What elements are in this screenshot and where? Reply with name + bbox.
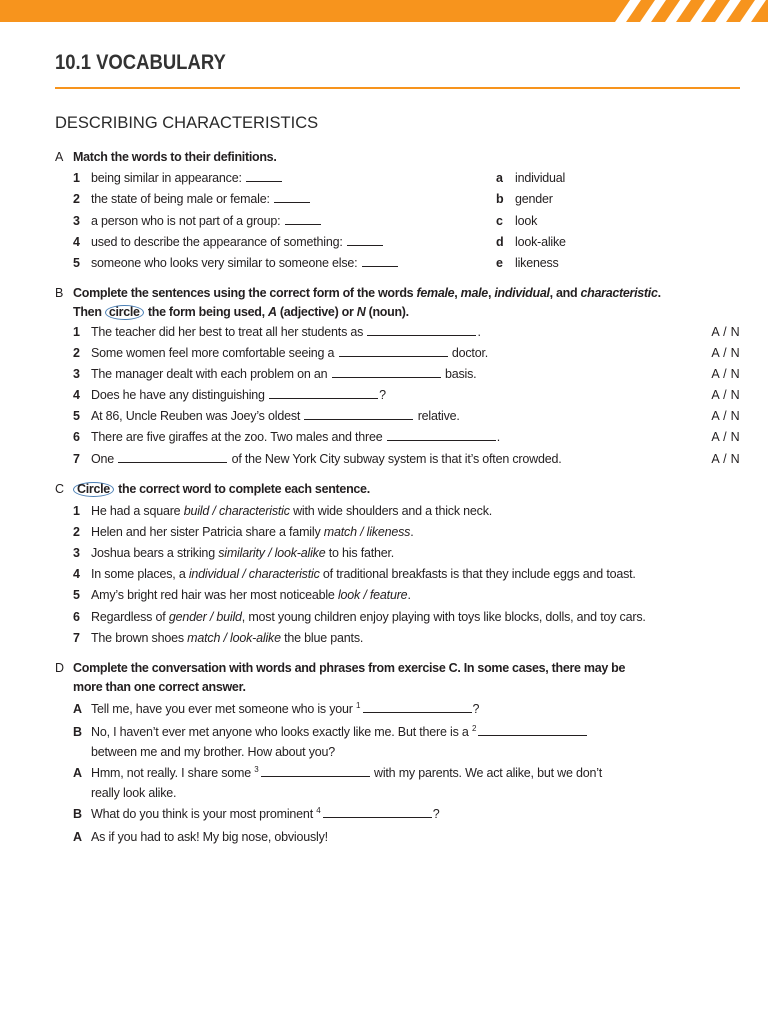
instruction-text: (adjective) or <box>276 304 357 319</box>
word-option: individual <box>515 171 566 186</box>
exercise-c-header <box>0 479 768 500</box>
sentence-start: Some women feel more comfortable seeing a <box>91 345 338 360</box>
definition-text: the state of being male or female: <box>91 192 273 207</box>
sentence-start: Amy’s bright red hair was her most noticeable <box>91 588 338 603</box>
exercise-c-item-3 <box>0 543 768 564</box>
sentence-end: basis. <box>441 366 477 381</box>
answer-choice-a-n: A / N <box>711 451 740 466</box>
exercise-a-header <box>0 147 768 168</box>
exercise-b-item-6 <box>0 427 768 448</box>
sentence <box>91 322 481 343</box>
word-choice-2: feature <box>369 588 408 603</box>
exercise-c-item-6 <box>0 607 768 628</box>
title-divider <box>55 87 740 89</box>
circled-word: Circle <box>73 482 114 497</box>
sentence-end: ? <box>379 388 386 403</box>
word-choice-1: gender <box>168 609 207 624</box>
word-letter: d <box>496 234 504 249</box>
sentence <box>91 543 394 564</box>
exercise-a-row-5 <box>0 253 768 274</box>
answer-blank <box>339 346 448 357</box>
dialogue-line-5 <box>0 828 768 846</box>
speaker-label: B <box>73 806 82 821</box>
word-option: likeness <box>515 255 559 270</box>
item-number: 1 <box>73 503 80 518</box>
exercise-c-item-5 <box>0 585 768 606</box>
definition-text: being similar in appearance: <box>91 171 246 186</box>
instruction-text: , <box>454 285 461 300</box>
choice-separator: / <box>220 630 231 645</box>
exercise-a-row-3 <box>0 211 768 232</box>
exercise-instruction <box>73 303 409 322</box>
instruction-text: , <box>487 285 495 300</box>
instruction-text: . <box>657 285 661 300</box>
exercise-letter: A <box>55 150 64 164</box>
item-number: 4 <box>73 567 80 582</box>
target-word: female <box>416 285 455 300</box>
item-number: 2 <box>73 345 80 360</box>
exercise-b-item-3 <box>0 364 768 385</box>
dialogue-line-1 <box>0 700 768 720</box>
instruction-text: the form being used, <box>144 304 268 319</box>
exercise-c <box>0 479 768 649</box>
sentence-start: In some places, a <box>91 567 189 582</box>
sentence <box>91 585 411 606</box>
exercise-instruction: Match the words to their definitions. <box>73 150 277 164</box>
sentence-end: . <box>477 324 481 339</box>
sentence-start: At 86, Uncle Reuben was Joey’s oldest <box>91 409 304 424</box>
sentence-start: Regardless of <box>91 609 169 624</box>
word-letter: b <box>496 192 504 207</box>
exercise-instruction <box>73 284 661 303</box>
word-choice-2: characteristic <box>218 503 290 518</box>
sentence <box>91 501 492 522</box>
item-number: 3 <box>73 366 80 381</box>
word-choice-2: look-alike <box>274 545 326 560</box>
item-number: 4 <box>73 388 80 403</box>
sentence-end: . <box>496 430 501 445</box>
item-number: 2 <box>73 524 80 539</box>
exercise-a-row-4 <box>0 232 768 253</box>
dialogue-text <box>91 764 768 784</box>
sentence-start: There are five giraffes at the zoo. Two males and three <box>91 430 386 445</box>
instruction-text: the correct word to complete each sentence. <box>114 482 370 497</box>
definition-text: someone who looks very similar to someone else: <box>91 255 361 270</box>
sentence-start: He had a square <box>91 503 184 518</box>
speaker-label: A <box>73 701 82 716</box>
dialogue-text-end: ? <box>472 701 480 716</box>
definition-text: a person who is not part of a group: <box>91 213 284 228</box>
dialogue-continuation: really look alike. <box>91 785 177 800</box>
dialogue-text-start: No, I haven’t ever met anyone who looks exactly like me. But there is a <box>91 724 472 739</box>
circled-word: circle <box>105 305 144 320</box>
definition <box>91 253 399 274</box>
choice-separator: / <box>360 588 370 603</box>
word-option: gender <box>515 192 553 207</box>
exercise-b <box>0 284 768 470</box>
item-number: 7 <box>73 451 80 466</box>
page-title <box>55 49 249 77</box>
word-choice-2: look-alike <box>230 630 281 645</box>
answer-blank <box>246 171 282 182</box>
sentence-start: Helen and her sister Patricia share a family <box>91 524 324 539</box>
exercise-b-item-4 <box>0 385 768 406</box>
exercise-a-row-2 <box>0 189 768 210</box>
sentence-end: to his father. <box>325 545 395 560</box>
sentence <box>91 628 363 649</box>
sentence-start: One <box>91 451 118 466</box>
dialogue-text: As if you had to ask! My big nose, obviously! <box>91 829 328 844</box>
answer-blank <box>362 256 398 267</box>
exercise-b-item-2 <box>0 343 768 364</box>
answer-blank <box>478 725 587 736</box>
exercise-letter: D <box>55 660 64 675</box>
exercise-d-header-line-2 <box>0 678 768 697</box>
exercise-b-item-7 <box>0 449 768 470</box>
dialogue-text <box>91 723 768 743</box>
sentence <box>91 406 460 427</box>
choice-separator: / <box>238 567 249 582</box>
sentence <box>91 522 414 543</box>
dialogue-text-start: What do you think is your most prominent <box>91 806 317 821</box>
word-option: look-alike <box>515 234 566 249</box>
definition <box>91 232 384 253</box>
sentence-end: doctor. <box>448 345 488 360</box>
word-letter: a <box>496 171 503 186</box>
dialogue-text-start: Hmm, not really. I share some <box>91 765 255 780</box>
page-title-text: 10.1 VOCABULARY <box>55 51 226 74</box>
sentence-end: . <box>410 524 414 539</box>
item-number: 2 <box>73 192 80 207</box>
answer-blank <box>387 430 496 441</box>
exercise-letter: C <box>55 482 64 497</box>
sentence-end: relative. <box>414 409 460 424</box>
sentence-start: The brown shoes <box>91 630 188 645</box>
dialogue-text-end: ? <box>432 806 440 821</box>
definition-text: used to describe the appearance of something: <box>91 234 346 249</box>
dialogue-line-3 <box>0 764 768 802</box>
sentence-start: Does he have any distinguishing <box>91 388 269 403</box>
target-word: individual <box>494 285 550 300</box>
answer-blank <box>323 807 432 818</box>
word-choice-1: individual <box>188 567 239 582</box>
exercise-b-item-5 <box>0 406 768 427</box>
word-letter: c <box>496 213 503 228</box>
exercise-c-item-2 <box>0 522 768 543</box>
word-choice-1: look <box>337 588 361 603</box>
item-number: 3 <box>73 545 80 560</box>
word-choice-1: match <box>187 630 221 645</box>
answer-choice-a-n: A / N <box>711 345 740 360</box>
word-choice-2: build <box>216 609 242 624</box>
exercise-a <box>0 147 768 274</box>
choice-separator: / <box>209 503 219 518</box>
dialogue-continuation: between me and my brother. How about you? <box>91 744 336 759</box>
dialogue-text-start: Tell me, have you ever met someone who is your <box>91 701 357 716</box>
instruction-text: Complete the sentences using the correct form of the words <box>73 285 417 300</box>
dialogue-line-2 <box>0 723 768 761</box>
word-choice-2: likeness <box>366 524 411 539</box>
speaker-label: B <box>73 724 82 739</box>
sentence-start: Joshua bears a striking <box>91 545 219 560</box>
dialogue-line-4 <box>0 805 768 825</box>
sentence-end: , most young children enjoy playing with toys like blocks, dolls, and toy cars. <box>241 609 646 624</box>
answer-blank <box>274 192 310 203</box>
item-number: 5 <box>73 255 80 270</box>
sentence-start: The manager dealt with each problem on an <box>91 366 331 381</box>
adjective-marker: A <box>268 304 277 319</box>
word-choice-2: characteristic <box>248 567 320 582</box>
choice-separator: / <box>264 545 275 560</box>
sentence <box>91 343 488 364</box>
definition <box>91 168 283 189</box>
answer-choice-a-n: A / N <box>711 430 740 445</box>
word-option: look <box>515 213 538 228</box>
answer-choice-a-n: A / N <box>711 388 740 403</box>
exercise-letter: B <box>55 285 64 300</box>
answer-blank <box>285 214 321 225</box>
target-word: male <box>460 285 488 300</box>
word-choice-1: build <box>183 503 210 518</box>
exercise-instruction: more than one correct answer. <box>73 679 246 694</box>
sentence-end: of the New York City subway system is that it’s often crowded. <box>228 451 562 466</box>
sentence <box>91 449 561 470</box>
speaker-label: A <box>73 765 82 780</box>
exercise-instruction <box>73 479 370 500</box>
instruction-text: (noun). <box>365 304 409 319</box>
exercise-c-item-1 <box>0 501 768 522</box>
exercise-d <box>0 659 768 846</box>
blank-number: 1 <box>356 700 361 710</box>
sentence <box>91 607 646 628</box>
choice-separator: / <box>356 524 367 539</box>
answer-choice-a-n: A / N <box>711 366 740 381</box>
exercise-d-header-line-1 <box>0 659 768 678</box>
sentence-end: . <box>407 588 411 603</box>
answer-blank <box>261 766 370 777</box>
sentence <box>91 427 500 448</box>
exercise-c-item-7 <box>0 628 768 649</box>
instruction-text: Then <box>73 304 105 319</box>
exercise-a-row-1 <box>0 168 768 189</box>
answer-blank <box>347 235 383 246</box>
answer-choice-a-n: A / N <box>711 324 740 339</box>
exercise-c-item-4 <box>0 564 768 585</box>
blank-number: 4 <box>316 805 321 815</box>
speaker-label: A <box>73 829 82 844</box>
sentence-start: The teacher did her best to treat all her students as <box>91 324 367 339</box>
answer-blank <box>332 367 441 378</box>
exercise-b-item-1 <box>0 322 768 343</box>
dialogue-text <box>91 700 768 720</box>
sentence-end: with wide shoulders and a thick neck. <box>289 503 493 518</box>
word-letter: e <box>496 255 503 270</box>
sentence <box>91 364 476 385</box>
item-number: 5 <box>73 588 80 603</box>
definition <box>91 211 322 232</box>
item-number: 4 <box>73 234 80 249</box>
noun-marker: N <box>356 304 366 319</box>
blank-number: 3 <box>254 764 259 774</box>
item-number: 1 <box>73 171 80 186</box>
section-subtitle: DESCRIBING CHARACTERISTICS <box>55 114 319 132</box>
exercise-instruction: Complete the conversation with words and phrases from exercise C. In some cases, there may be <box>73 660 626 675</box>
item-number: 6 <box>73 430 80 445</box>
answer-choice-a-n: A / N <box>711 409 740 424</box>
item-number: 7 <box>73 630 80 645</box>
blank-number: 2 <box>471 723 477 733</box>
word-choice-1: match <box>323 524 357 539</box>
answer-blank <box>304 409 413 420</box>
dialogue-text <box>91 805 768 825</box>
sentence <box>91 564 636 585</box>
exercise-b-header-line-1 <box>0 284 768 303</box>
item-number: 6 <box>73 609 80 624</box>
exercise-b-header-line-2 <box>0 303 768 322</box>
sentence-end: the blue pants. <box>280 630 364 645</box>
answer-blank <box>363 702 472 713</box>
sentence-end: of traditional breakfasts is that they include eggs and toast. <box>319 567 636 582</box>
item-number: 1 <box>73 324 80 339</box>
answer-blank <box>118 452 227 463</box>
answer-blank <box>269 388 378 399</box>
instruction-text: , and <box>549 285 581 300</box>
stripe-banner-graphic <box>0 0 768 22</box>
definition <box>91 189 311 210</box>
choice-separator: / <box>206 609 217 624</box>
top-stripe-banner <box>0 0 768 22</box>
item-number: 3 <box>73 213 80 228</box>
item-number: 5 <box>73 409 80 424</box>
word-choice-1: similarity <box>218 545 265 560</box>
dialogue-text-end: with my parents. We act alike, but we don’t <box>370 765 603 780</box>
sentence <box>91 385 386 406</box>
target-word: characteristic <box>580 285 658 300</box>
answer-blank <box>367 325 476 336</box>
